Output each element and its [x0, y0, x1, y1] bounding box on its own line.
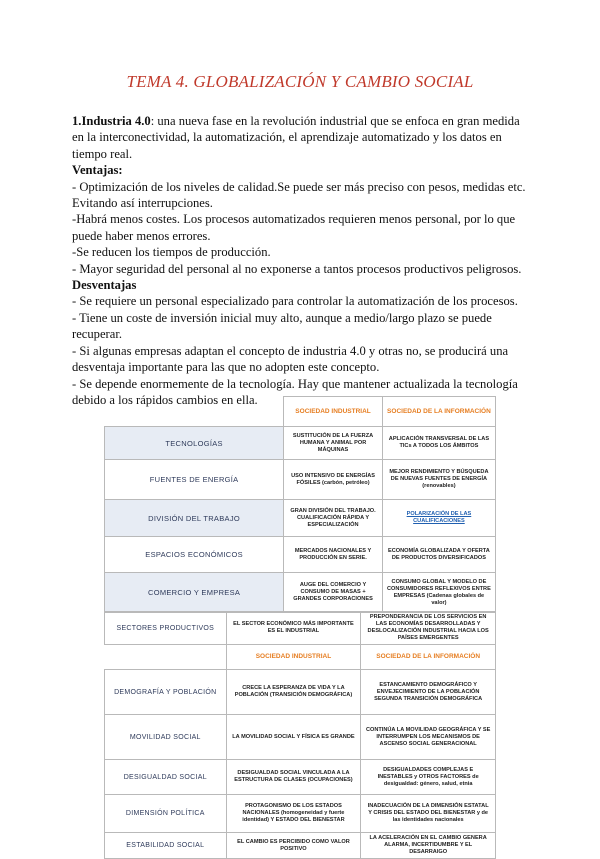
column-header-informacion: SOCIEDAD DE LA INFORMACIÓN	[382, 397, 495, 427]
row-label: TECNOLOGÍAS	[105, 427, 284, 460]
row-label: DESIGUALDAD SOCIAL	[105, 760, 227, 795]
ventaja-item: - Optimización de los niveles de calidad.Se puede ser más preciso con pesos, medidas etc. Evitando así interrupciones.	[72, 179, 526, 211]
cell-industrial: DESIGUALDAD SOCIAL VINCULADA A LA ESTRUCTURA DE CLASES (OCUPACIONES)	[226, 760, 361, 795]
cell-industrial: GRAN DIVISIÓN DEL TRABAJO. CUALIFICACIÓN RÁPIDA Y ESPECIALIZACIÓN	[284, 500, 383, 537]
cell-industrial: CRECE LA ESPERANZA DE VIDA Y LA POBLACIÓN (TRANSICIÓN DEMOGRÁFICA)	[226, 670, 361, 715]
row-label: DIVISIÓN DEL TRABAJO	[105, 500, 284, 537]
cell-informacion: APLICACIÓN TRANSVERSAL DE LAS TICs A TODOS LOS ÁMBITOS	[382, 427, 495, 460]
row-label: FUENTES DE ENERGÍA	[105, 460, 284, 500]
cell-industrial: PROTAGONISMO DE LOS ESTADOS NACIONALES (homogeneidad y fuerte identidad) Y ESTADO DEL BIENESTAR	[226, 795, 361, 833]
cell-informacion: MEJOR RENDIMIENTO Y BÚSQUEDA DE NUEVAS FUENTES DE ENERGÍA (renovables)	[382, 460, 495, 500]
comparison-table-1	[104, 396, 496, 613]
cell-informacion: ESTANCAMIENTO DEMOGRÁFICO Y ENVEJECIMIENTO DE LA POBLACIÓN SEGUNDA TRANSICIÓN DEMOGRÁFICA	[361, 670, 496, 715]
cell-industrial: MERCADOS NACIONALES Y PRODUCCIÓN EN SERIE.	[284, 537, 383, 573]
column-header-informacion: SOCIEDAD DE LA INFORMACIÓN	[361, 645, 496, 670]
column-header-industrial: SOCIEDAD INDUSTRIAL	[284, 397, 383, 427]
row-label: DEMOGRAFÍA Y POBLACIÓN	[105, 670, 227, 715]
cell-industrial: USO INTENSIVO DE ENERGÍAS FÓSILES (carbón, petróleo)	[284, 460, 383, 500]
page-title: TEMA 4. GLOBALIZACIÓN Y CAMBIO SOCIAL	[126, 72, 474, 91]
cell-industrial: AUGE DEL COMERCIO Y CONSUMO DE MASAS + GRANDES CORPORACIONES	[284, 573, 383, 613]
ventajas-heading: Ventajas:	[72, 163, 123, 178]
row-label: ESPACIOS ECONÓMICOS	[105, 537, 284, 573]
desventaja-item: - Se requiere un personal especializado para controlar la automatización de los procesos.	[72, 294, 518, 309]
document-body	[72, 113, 532, 408]
cell-industrial: EL CAMBIO ES PERCIBIDO COMO VALOR POSITIVO	[226, 833, 361, 859]
ventaja-item: - Mayor seguridad del personal al no exponerse a tantos procesos productivos peligrosos.	[72, 261, 522, 276]
desventajas-heading: Desventajas	[72, 278, 137, 293]
row-label: ESTABILIDAD SOCIAL	[105, 833, 227, 859]
desventaja-item: - Si algunas empresas adaptan el concepto de industria 4.0 y otras no, se producirá una desventaja importante para las que no adopten este concepto.	[72, 343, 509, 375]
desventaja-item: - Tiene un coste de inversión inicial muy alto, aunque a medio/largo plazo se puede recuperar.	[72, 310, 492, 342]
cell-industrial: SUSTITUCIÓN DE LA FUERZA HUMANA Y ANIMAL POR MÁQUINAS	[284, 427, 383, 460]
cell-informacion: PREPONDERANCIA DE LOS SERVICIOS EN LAS ECONOMÍAS DESARROLLADAS Y DESLOCALIZACIÓN INDUSTRIAL HACIA LOS PAÍSES EMERGENTES	[361, 612, 496, 645]
row-label: DIMENSIÓN POLÍTICA	[105, 795, 227, 833]
intro-term: 1.Industria 4.0	[72, 114, 151, 128]
cell-informacion: INADECUACIÓN DE LA DIMENSIÓN ESTATAL Y CRISIS DEL ESTADO DEL BIENESTAR y de las identidades nacionales	[361, 795, 496, 833]
cell-informacion: POLARIZACIÓN DE LAS CUALIFICACIONES	[382, 500, 495, 537]
cell-industrial: EL SECTOR ECONÓMICO MÁS IMPORTANTE ES EL INDUSTRIAL	[226, 612, 361, 645]
ventaja-item: -Habrá menos costes. Los procesos automatizados requieren menos personal, por lo que puede haber menos errores.	[72, 212, 516, 243]
cell-informacion: ECONOMÍA GLOBALIZADA Y OFERTA DE PRODUCTOS DIVERSIFICADOS	[382, 537, 495, 573]
row-label: COMERCIO Y EMPRESA	[105, 573, 284, 613]
empty-header-cell	[105, 397, 284, 427]
cell-informacion: CONSUMO GLOBAL Y MODELO DE CONSUMIDORES REFLEXIVOS ENTRE EMPRESAS (Cadenas globales de valor)	[382, 573, 495, 613]
empty-header-cell	[105, 645, 227, 670]
ventaja-item: -Se reducen los tiempos de producción.	[72, 245, 271, 260]
comparison-table-2	[104, 611, 496, 859]
cell-informacion: CONTINÚA LA MOVILIDAD GEOGRÁFICA Y SE INTERRUMPEN LOS MECANISMOS DE ASCENSO SOCIAL GENERACIONAL	[361, 715, 496, 760]
intro-text: : una nueva fase en la revolución industrial que se enfoca en gran medida en la interconectividad, la automatización, el aprendizaje automatizado y los datos en tiempo real.	[72, 114, 520, 161]
intro-paragraph	[72, 113, 532, 162]
cell-informacion: DESIGUALDADES COMPLEJAS E INESTABLES y OTROS FACTORES de desigualdad: género, salud, etnia	[361, 760, 496, 795]
cell-informacion: LA ACELERACIÓN EN EL CAMBIO GENERA ALARMA, INCERTIDUMBRE Y EL DESARRAIGO	[361, 833, 496, 859]
cell-industrial: LA MOVILIDAD SOCIAL Y FÍSICA ES GRANDE	[226, 715, 361, 760]
row-label: MOVILIDAD SOCIAL	[105, 715, 227, 760]
column-header-industrial: SOCIEDAD INDUSTRIAL	[226, 645, 361, 670]
row-label: SECTORES PRODUCTIVOS	[105, 612, 227, 645]
desventaja-item: - Se depende enormemente de la tecnología. Hay que mantener actualizada la tecnología debido a los rápidos cambios en ella.	[72, 376, 518, 407]
